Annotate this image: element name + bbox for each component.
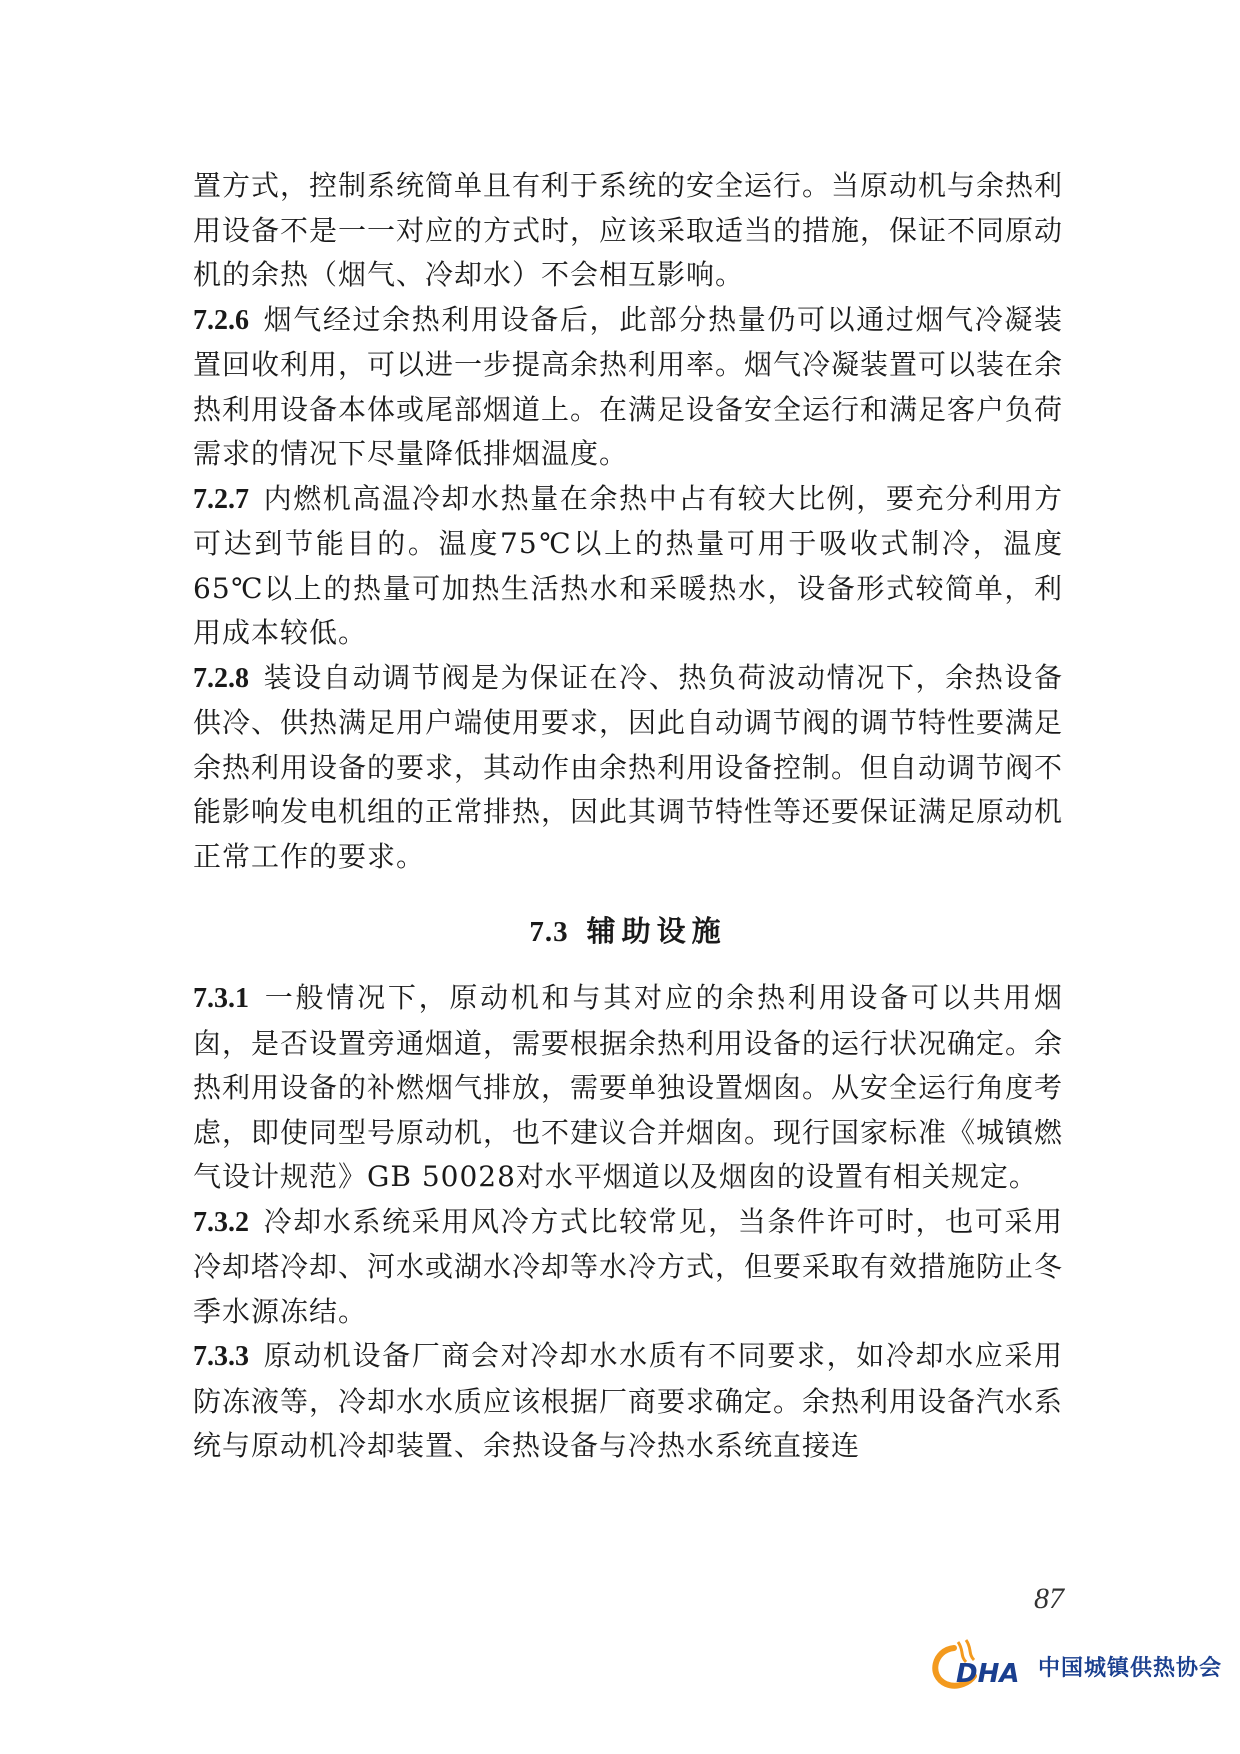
publisher-logo: [924, 1636, 1224, 1696]
cdha-logo-icon: [924, 1636, 1034, 1696]
section-heading: [193, 909, 1063, 950]
paragraph-7-2-8: 7.2.8 装设自动调节阀是为保证在冷、热负荷波动情况下，余热设备供冷、供热满足用户端使用要求，因此自动调节阀的调节特性要满足余热利用设备的要求，其动作由余热利用设备控制。但自动调节阀不能影响发电机组的正常排热，因此其调节特性等还要保证满足原动机正常工作的要求。: [193, 660, 1064, 873]
clause-number: 7.3.3: [193, 1341, 249, 1372]
clause-number: 7.3.2: [193, 1206, 249, 1238]
svg-text:DHA: DHA: [956, 1659, 1020, 1689]
page-body: [193, 164, 1063, 1469]
section-title: 辅助设施: [586, 914, 727, 948]
clause-number: 7.2.6: [193, 304, 249, 336]
paragraph-continued: 置方式，控制系统简单且有利于系统的安全运行。当原动机与余热利用设备不是一一对应的方式时，应该采取适当的措施，保证不同原动机的余热（烟气、冷却水）不会相互影响。: [193, 169, 1064, 291]
paragraph-7-3-3: 7.3.3 原动机设备厂商会对冷却水水质有不同要求，如冷却水应采用防冻液等，冷却水水质应该根据厂商要求确定。余热利用设备汽水系统与原动机冷却装置、余热设备与冷热水系统直接连: [193, 1339, 1064, 1462]
clause-number: 7.2.8: [193, 662, 249, 694]
section-number: 7.3: [529, 916, 569, 948]
logo-text: 中国城镇供热协会: [1038, 1655, 1223, 1681]
paragraph-7-3-1: 7.3.1 一般情况下，原动机和与其对应的余热利用设备可以共用烟囱，是否设置旁通烟道，需要根据余热利用设备的运行状况确定。余热利用设备的补燃烟气排放，需要单独设置烟囱。从安全运行角度考虑，即使同型号原动机，也不建议合并烟囱。现行国家标准《城镇燃气设计规范》GB 50028对水平烟道以及烟囱的设置有相关规定。: [193, 981, 1064, 1193]
clause-number: 7.3.1: [193, 983, 249, 1014]
paragraph-7-3-2: 7.3.2 冷却水系统采用风冷方式比较常见，当条件许可时，也可采用冷却塔冷却、河水或湖水冷却等水冷方式，但要采取有效措施防止冬季水源冻结。: [193, 1204, 1064, 1328]
page-number: 87: [1034, 1582, 1064, 1615]
paragraph-7-2-7: 7.2.7 内燃机高温冷却水热量在余热中占有较大比例，要充分利用方可达到节能目的。温度75℃以上的热量可用于吸收式制冷，温度65℃以上的热量可加热生活热水和采暖热水，设备形式较简单，利用成本较低。: [193, 481, 1063, 649]
paragraph-7-2-6: 7.2.6 烟气经过余热利用设备后，此部分热量仍可以通过烟气冷凝装置回收利用，可以进一步提高余热利用率。烟气冷凝装置可以装在余热利用设备本体或尾部烟道上。在满足设备安全运行和满足客户负荷需求的情况下尽量降低排烟温度。: [193, 302, 1064, 470]
clause-number: 7.2.7: [193, 483, 249, 515]
